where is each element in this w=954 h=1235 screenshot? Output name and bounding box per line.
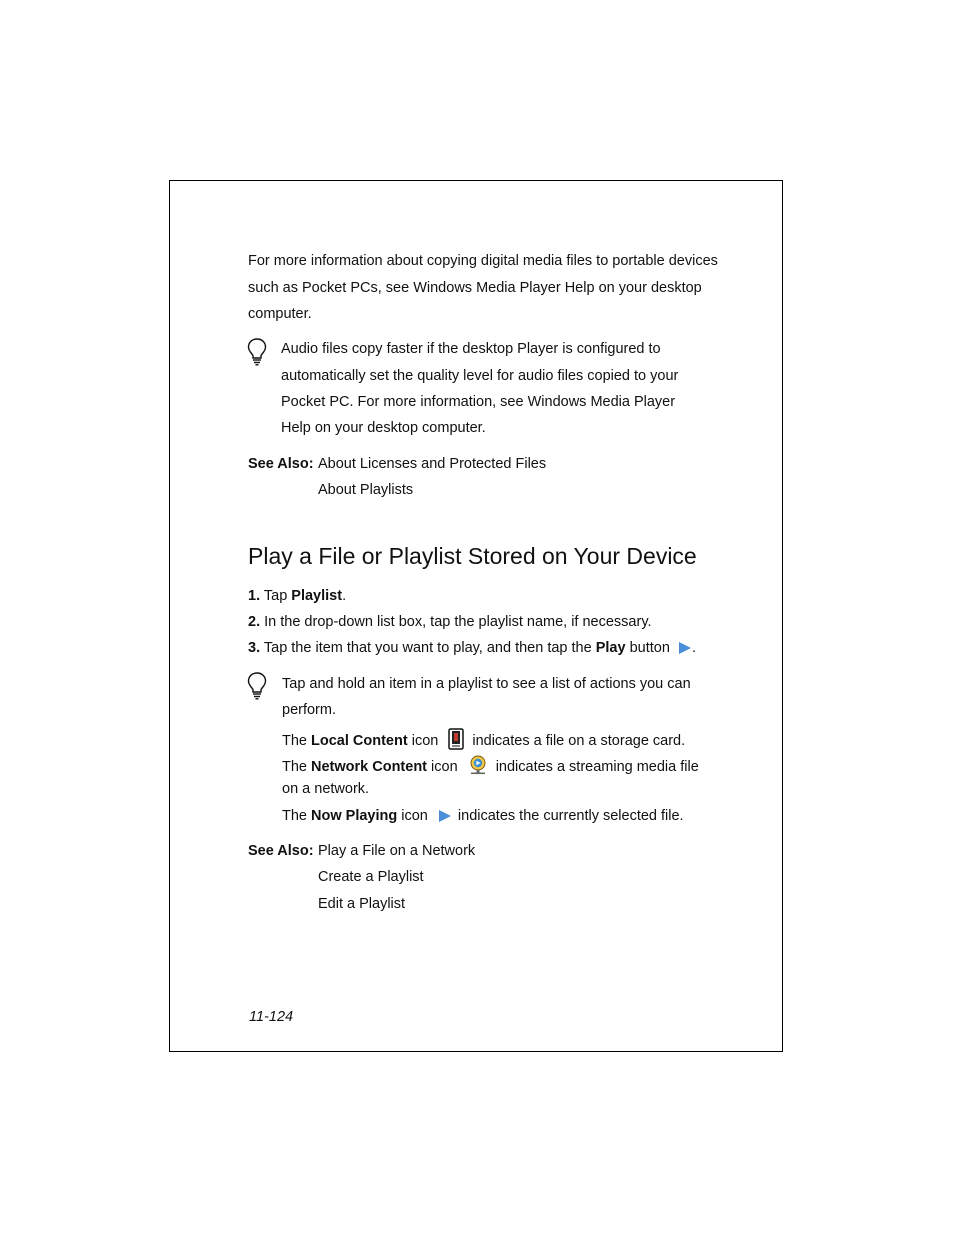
see-also-label: See Also: xyxy=(248,843,314,859)
now-playing-line xyxy=(282,808,684,824)
step-text: button xyxy=(625,640,670,656)
tip2-line-2: perform. xyxy=(282,702,336,718)
lightbulb-icon xyxy=(247,338,267,366)
tip-text: indicates the currently selected file. xyxy=(457,808,684,824)
step-text: Tap xyxy=(263,588,292,604)
tip-text: icon xyxy=(397,808,428,824)
tip-text: The xyxy=(282,733,312,749)
step-number: 1. xyxy=(248,588,261,604)
tip-text: indicates a streaming media file xyxy=(495,759,699,775)
storage-card-icon xyxy=(448,728,464,750)
step-text: In the drop-down list box, tap the playlist name, if necessary. xyxy=(264,614,652,630)
network-globe-icon xyxy=(468,755,488,775)
tip-text: indicates a file on a storage card. xyxy=(472,733,686,749)
tip1-line-4: Help on your desktop computer. xyxy=(281,420,486,436)
section-title: Play a File or Playlist Stored on Your Device xyxy=(248,543,697,569)
page-number: 11-124 xyxy=(249,1009,294,1025)
tip-keyword: Network Content xyxy=(311,759,428,775)
step-2 xyxy=(248,614,652,630)
network-content-line xyxy=(282,755,699,775)
see-also-link-playlists[interactable]: About Playlists xyxy=(318,482,414,498)
step-3 xyxy=(248,640,696,656)
see-also-link-play-network[interactable]: Play a File on a Network xyxy=(318,843,476,859)
lightbulb-icon xyxy=(247,672,267,700)
intro-line-2: such as Pocket PCs, see Windows Media Player Help on your desktop xyxy=(248,280,702,296)
tip-text: The xyxy=(282,808,312,824)
step-keyword: Playlist xyxy=(291,588,343,604)
step-number: 2. xyxy=(248,614,261,630)
tip1-line-3: Pocket PC. For more information, see Windows Media Player xyxy=(281,394,676,410)
step-1 xyxy=(248,588,346,604)
step-text: . xyxy=(342,588,347,604)
tip-text: The xyxy=(282,759,312,775)
tip-keyword: Now Playing xyxy=(311,808,398,824)
step-keyword: Play xyxy=(595,640,626,656)
now-playing-arrow-icon xyxy=(438,809,452,823)
see-also-label: See Also: xyxy=(248,456,314,472)
tip-text: icon xyxy=(427,759,458,775)
step-text: Tap the item that you want to play, and then tap the xyxy=(263,640,596,656)
see-also-link-edit-playlist[interactable]: Edit a Playlist xyxy=(318,896,406,912)
tip1-line-2: automatically set the quality level for audio files copied to your xyxy=(281,368,679,384)
tip-text: icon xyxy=(407,733,439,749)
intro-line-3: computer. xyxy=(248,306,312,322)
play-arrow-icon xyxy=(678,641,692,655)
step-text: . xyxy=(691,640,696,656)
step-number: 3. xyxy=(248,640,261,656)
tip-keyword: Local Content xyxy=(311,733,408,749)
network-content-line-cont: on a network. xyxy=(282,781,370,797)
tip2-line-1: Tap and hold an item in a playlist to see a list of actions you can xyxy=(282,676,691,692)
local-content-line xyxy=(282,728,685,750)
tip1-line-1: Audio files copy faster if the desktop Player is configured to xyxy=(281,341,661,357)
intro-line-1: For more information about copying digital media files to portable devices xyxy=(248,253,718,269)
see-also-link-licenses[interactable]: About Licenses and Protected Files xyxy=(318,456,547,472)
see-also-link-create-playlist[interactable]: Create a Playlist xyxy=(318,869,424,885)
